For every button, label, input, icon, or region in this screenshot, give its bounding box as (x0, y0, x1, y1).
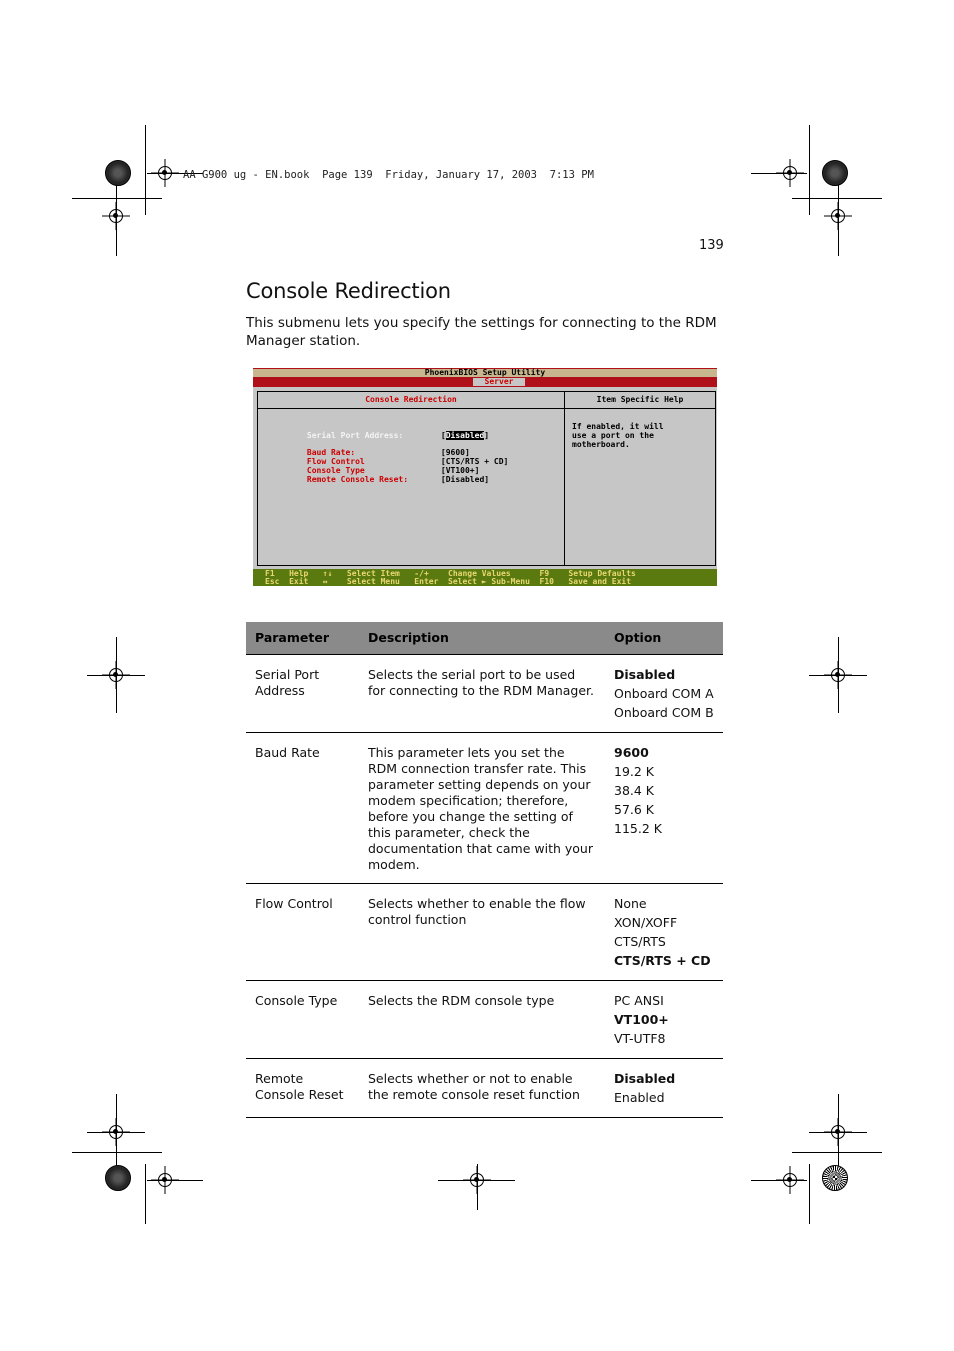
bios-row-value: Disabled (445, 431, 485, 440)
bios-title: PhoenixBIOS Setup Utility (253, 369, 717, 377)
page-number: 139 (699, 238, 724, 253)
table-header-row (246, 622, 723, 655)
option-value: 38.4 K (614, 783, 655, 798)
bios-key-legend-line: F1 Help ↑↓ Select Item -/+ Change Values F9 Setup Defaults (265, 569, 636, 578)
column-header: Description (359, 622, 605, 655)
option-cell (605, 655, 723, 733)
description-cell: Selects the serial port to be used for connecting to the RDM Manager. (359, 655, 605, 733)
bios-screenshot (253, 368, 717, 586)
parameter-cell: Flow Control (246, 884, 359, 981)
option-value: Onboard COM B (614, 705, 714, 720)
table-row (246, 1059, 723, 1118)
column-header: Option (605, 622, 723, 655)
bios-row-serial-port: Serial Port Address: [Disabled] (306, 431, 490, 440)
bios-panel-title: Console Redirection (258, 392, 564, 409)
bios-row-value: [Disabled] (440, 475, 490, 484)
parameter-cell: Baud Rate (246, 733, 359, 884)
option-value: Onboard COM A (614, 686, 714, 701)
option-cell (605, 981, 723, 1059)
option-value: 57.6 K (614, 802, 655, 817)
page-title: Console Redirection (246, 279, 451, 303)
option-value: CTS/RTS (614, 934, 666, 949)
bios-key-legend-line: Esc Exit ↔ Select Menu Enter Select ► Sub-Menu F10 Save and Exit (265, 577, 632, 586)
table-row (246, 733, 723, 884)
bios-help-panel (564, 391, 716, 566)
description-cell: Selects the RDM console type (359, 981, 605, 1059)
bios-row-flow-control (278, 448, 509, 466)
bios-row-label: Serial Port Address: (306, 431, 404, 440)
default-option: 9600 (614, 745, 649, 760)
parameter-cell: Remote Console Reset (246, 1059, 359, 1118)
option-value: Enabled (614, 1090, 665, 1105)
column-header: Parameter (246, 622, 359, 655)
bios-row-label: Baud Rate: (306, 448, 356, 457)
bios-row-value: [CTS/RTS + CD] (440, 457, 509, 466)
parameter-cell: Serial Port Address (246, 655, 359, 733)
table-row (246, 981, 723, 1059)
bios-row-remote-reset (278, 466, 490, 484)
intro-paragraph: This submenu lets you specify the settings for connecting to the RDM Manager station. (246, 315, 717, 349)
book-header-line: AA G900 ug - EN.book Page 139 Friday, January 17, 2003 7:13 PM (183, 169, 594, 181)
option-value: XON/XOFF (614, 915, 678, 930)
option-value: None (614, 896, 647, 911)
option-value: PC ANSI (614, 993, 664, 1008)
bios-row-baud-rate (278, 439, 470, 457)
default-option: CTS/RTS + CD (614, 953, 711, 968)
option-value: VT-UTF8 (614, 1031, 666, 1046)
table-row (246, 655, 723, 733)
description-cell: Selects whether or not to enable the remote console reset function (359, 1059, 605, 1118)
parameter-cell: Console Type (246, 981, 359, 1059)
bios-row-label: Console Type (306, 466, 365, 475)
bios-row-label: Remote Console Reset: (306, 475, 409, 484)
bios-main-panel (257, 391, 565, 566)
bios-tab-server: Server (473, 378, 525, 386)
option-cell (605, 733, 723, 884)
description-cell: Selects whether to enable the flow control function (359, 884, 605, 981)
option-value: 19.2 K (614, 764, 655, 779)
default-option: Disabled (614, 1071, 676, 1086)
bios-help-title: Item Specific Help (565, 392, 715, 409)
bios-row-label: Flow Control (306, 457, 365, 466)
bios-help-text: If enabled, it will use a port on the motherboard. (572, 422, 664, 449)
option-cell (605, 884, 723, 981)
default-option: Disabled (614, 667, 676, 682)
description-cell: This parameter lets you set the RDM connection transfer rate. This parameter setting depends on your modem specification; therefore, before you change the setting of this parameter, check the documentation that came with your modem. (359, 733, 605, 884)
bios-row-value: [VT100+] (440, 466, 480, 475)
bios-row-console-type (278, 457, 480, 475)
option-cell (605, 1059, 723, 1118)
bios-row-value: [9600] (440, 448, 470, 457)
default-option: VT100+ (614, 1012, 669, 1027)
option-value: 115.2 K (614, 821, 662, 836)
table-row (246, 884, 723, 981)
bios-key-legend (253, 569, 717, 586)
parameter-table (246, 622, 723, 1118)
